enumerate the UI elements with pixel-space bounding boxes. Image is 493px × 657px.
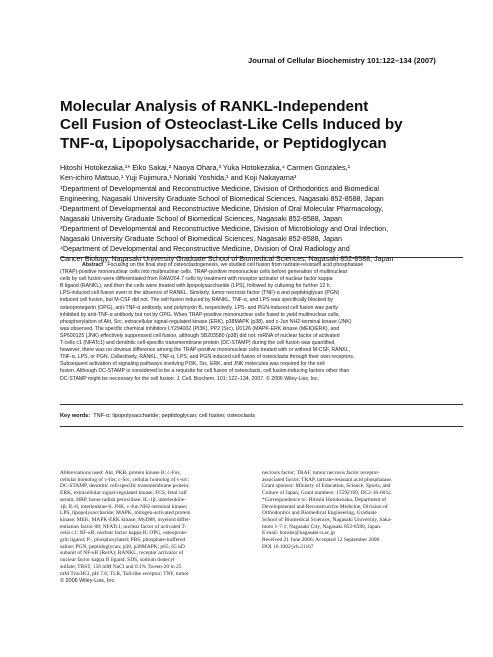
footnote-line: kinase; MEK, MAPK-ERK kinase; MyD88, myeloid differ- (60, 516, 191, 523)
title-line: Molecular Analysis of RANKL-Independent (60, 98, 369, 115)
abstract-line: TNF-α, LPS, or PGN. Collectively, RANKL, TNF-α, LPS, and PGN induced cell fusion of osteoclasts through their own receptors. (60, 354, 355, 361)
abstract-top-divider (60, 257, 463, 258)
footnote-line: Developmental and Reconstructive Medicine, Division of (262, 503, 388, 510)
footnote-line: moto 1-7-1, Nagasaki City, Nagasaki 852-8588, Japan. (262, 523, 382, 530)
footnote-line: grin ligand; P-, phosphorylated; PBS, phosphate-buffered (60, 537, 186, 544)
footnote-line: subunit of NF-κB (RelA); RANKL, receptor activator of (60, 550, 184, 557)
copyright: © 2006 Wiley-Liss, Inc. (60, 578, 116, 585)
footnote-line: serum; HRP, horse radish peroxidase; IL-1β, interleukine- (60, 496, 186, 503)
footnote-line: 1β; IL-6, interleukine-6; JNK, c-Jun NH2-terminal kinase; (60, 503, 188, 510)
journal-citation: Journal of Cellular Biochemistry 101:122–134 (2007) (248, 56, 436, 65)
affiliations (60, 184, 476, 264)
abstract-line: LPS-induced cell fusion even in the absence of RANKL. Similarly, tumor necrosis factor (TNF)-α and peptidoglycan (PGN) (60, 290, 340, 297)
affiliation-line: ³Department of Developmental and Reconstructive Medicine, Division of Microbiology and Oral Infection, (60, 225, 389, 234)
footnote-line: Grant sponsor: Ministry of Education, Science, Sports, and (262, 483, 391, 490)
footnote-line: cellular homolog of v-fos; c-Src, cellular homolog of v-src; (60, 476, 190, 483)
footnotes-left-column (60, 470, 260, 585)
footnote-line: entiation factor 88; NFATc1, nuclear factor of activated T- (60, 523, 187, 530)
keywords-divider (60, 426, 463, 427)
keywords-text: TNF-α; lipopolysaccharide; peptidoglycan; cell fusion; osteoclasts (93, 413, 256, 419)
abstract-line: cells by cell fusion were differentiated from RAW264.7 cells by treatment with receptor activator of nuclear factor kappa (60, 276, 333, 283)
footnote-line: LPS, lipopolysaccharide; MAPK, mitogen-activated protein (60, 510, 191, 517)
footnote-line: E-mail: hotoke@nagasaki-u.ac.jp (262, 530, 335, 537)
abstract-line: SP600125 (JNK) effectively suppressed cell fusion, although SB203580 (p38) did not. mRNA of nuclear factor of activated (60, 332, 340, 339)
footnote-line: DOI 10.1002/jcb.21167 (262, 543, 314, 550)
affiliation-line: ¹Department of Developmental and Reconstructive Medicine, Division of Orthodontics and Biomedical (60, 185, 379, 193)
abstract-line: T-cells c1 (NFATc1) and dendritic cell-specific transmembrane protein (DC-STAMP) during the cell fusion was quantified, (60, 340, 336, 347)
abstract-line: inhibited by anti-TNF-α antibody but not by OPG. When TRAP-positive mononuclear cells fused to yield multinuclear cells, (60, 311, 340, 318)
title-line: TNF-α, Lipopolysaccharide, or Peptidoglycan (60, 134, 387, 152)
abstract-line: osteoprotegerin (OPG), anti-TNF-α antibody, and polymyxin B, respectively. LPS- and PGN-induced cell fusion was partly (60, 304, 339, 311)
abstract-bottom-divider (60, 404, 463, 405)
footnote-line: cells c1; NF-κB, nuclear factor kappa B; OPG, osteoprote- (60, 530, 188, 537)
article-title (60, 98, 460, 153)
abstract (60, 262, 463, 383)
abstract-line: B ligand (RANKL), and then the cells were treated with lipopolysaccharide (LPS), followed by culturing for further 12 h. (60, 283, 332, 290)
author-line: Ken-ichiro Matsuo,¹ Yuji Fujimura,¹ Noriaki Yoshida,¹ and Koji Nakayama³ (60, 173, 297, 183)
abstract-line: DC-STAMP might be necessary for the cell fusion. J. Cell. Biochem. 101: 122–134, 2007. © 2006 Wiley-Liss, Inc. (60, 375, 320, 382)
footnote-line: DC-STAMP, dendritic cell-specific transmembrane protein; (60, 483, 190, 490)
footnote-line: associated factor; TRAP, tartrate-resistant acid phosphatase. (262, 476, 393, 483)
author-line: Hitoshi Hotokezaka,¹* Eiko Sakai,² Naoya Ohara,³ Yuka Hotokezaka,⁴ Carmen Gonzales,¹ (60, 163, 351, 172)
abstract-line: induced cell fusion, but M-CSF did not. The cell fusion induced by RANKL, TNF-α, and LPS was specifically blocked by (60, 297, 333, 304)
affiliation-line: Cancer Biology, Nagasaki University Graduate School of Biomedical Sciences, Nagasaki 852-8588, Japan (60, 255, 394, 264)
title-line: Cell Fusion of Osteoclast-Like Cells Induced by (60, 116, 403, 134)
footnote-line: School of Biomedical Sciences, Nagasaki University, Saka- (262, 516, 392, 523)
footnote-line: sulfate; TBST, 150 mM NaCl and 0.1% Tween-20 in 25 (60, 563, 182, 570)
footnote-line: Culture of Japan; Grant numbers: 15592169, DC2-16-6032. (262, 490, 393, 497)
abstract-line: phosphorylation of Akt, Src, extracellular signal-regulated kinase (ERK), p38MAPK (p38), and c-Jun NH2-terminal kinase (JNK) (60, 318, 352, 325)
footnote-line: Abbreviations used: Akt, PKB, protein kinase B; c-Fos, (60, 470, 181, 476)
affiliation-line: ²Department of Developmental and Reconstructive Medicine, Division of Oral Molecular Pharmacology, (60, 205, 384, 214)
abstract-line: (TRAP)-positive mononuclear cells into multinuclear cells. TRAP-positive mononuclear cells before generation of multinuclear (60, 269, 348, 276)
footnote-line: Received 21 June 2006; Accepted 12 September 2006 (262, 537, 380, 544)
footnotes-right-column (262, 470, 463, 550)
keywords (60, 413, 463, 419)
affiliation-line: Nagasaki University Graduate School of Biomedical Sciences, Nagasaki 852-8588, Japan (60, 215, 342, 224)
abstract-line: however, there was no obvious difference among the TRAP-positive mononuclear cells treated with or without M-CSF, RANKL, (60, 347, 351, 354)
footnote-line: saline; PGN, peptidoglycan; p38, p38MAPK; p65, 65 kD (60, 543, 185, 550)
footnote-line: nuclear factor kappa B ligand; SDS, sodium dodecyl (60, 557, 175, 564)
abstract-line: Subsequent activation of signaling pathways involving PI3K, Src, ERK, and JNK molecules was required for the cell (60, 361, 325, 368)
abstract-line: fusion. Although DC-STAMP is considered to be a requisite for cell fusion of osteoclasts, cell fusion-inducing factors other than (60, 368, 350, 375)
affiliation-line: Nagasaki University Graduate School of Biomedical Sciences, Nagasaki 852-8588, Japan (60, 235, 342, 244)
footnote-line: Orthodontics and Biomedical Engineering, Graduate (262, 510, 377, 517)
footnote-line: mM Tris/HCl, pH 7.6; TLR, Toll-like receptor; TNF, tumor (60, 570, 189, 577)
affiliation-line: Engineering, Nagasaki University Graduate School of Biomedical Sciences, Nagasaki 852-8588, Japan (60, 195, 384, 204)
affiliation-line: ⁴Department of Developmental and Reconstructive Medicine, Division of Oral Radiology and (60, 245, 350, 254)
author-list (60, 163, 470, 183)
footnote-line: *Correspondence to: Hitoshi Hotokezaka, Department of (262, 496, 387, 503)
abstract-text: Focusing on the final step of osteoclastogenesis, we studied cell fusion from tartrate-resistant acid phosphatase (107, 262, 364, 268)
keywords-label: Key words: (60, 413, 91, 419)
footnote-line: ERK, extracellular signal-regulated kinase; FCS, fetal calf (60, 490, 187, 497)
abstract-label: Abstract (82, 262, 104, 268)
abstract-line: was observed. The specific chemical inhibitors LY294002 (PI3K), PP2 (Src), U0126 (MAPK-ERK kinase (MEK)/ERK), and (60, 325, 340, 332)
abstract-first-line (60, 262, 463, 269)
footnote-line: necrosis factor; TRAF, tumor necrosis factor receptor- (262, 470, 380, 476)
